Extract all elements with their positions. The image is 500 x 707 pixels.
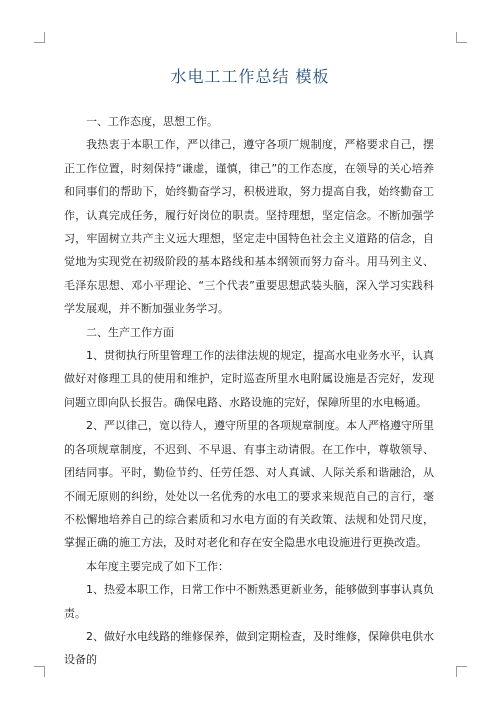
crop-mark-bottom-right (456, 666, 467, 677)
body-paragraph: 1、贯彻执行所里管理工作的法律法规的规定，提高水电业务水平，认真做好对修理工具的使用和维护，定时巡查所里水电附属设施是否完好，发现问题立即向队长报告。确保电路、水路设施的完好，保障所里的水电畅通。 (64, 349, 434, 409)
crop-mark-bottom-left (34, 666, 45, 677)
section-heading-production: 二、生产工作方面 (86, 325, 174, 339)
document-body (64, 110, 434, 672)
crop-mark-top-left (34, 32, 45, 43)
list-item: 2、做好水电线路的维修保养，做到定期检查，及时维修，保障供电供水设备的 (64, 629, 434, 667)
section-heading-attitude: 一、工作态度，思想工作。 (86, 115, 218, 128)
body-paragraph: 2、严以律己，宽以待人，遵守所里的各项规章制度。本人严格遵守所里的各项规章制度，不迟到、不早退、有事主动请假。在工作中，尊敬领导、团结同事。平时，勤俭节约、任劳任怨、对人真诚、人际关系和谐融洽，从不闹无原则的纠纷，处处以一名优秀的水电工的要求来规范自己的言行，毫不松懈地培养自己的综合素质和习水电方面的有关政策、法规和处罚尺度，掌握正确的施工方法，及时对老化和存在安全隐患水电设施进行更换改造。 (64, 419, 434, 550)
list-item: 1、热爱本职工作，日常工作中不断熟悉更新业务，能够做到事事认真负责。 (64, 583, 434, 620)
document-title: 水电工工作总结 模板 (170, 67, 330, 86)
body-paragraph: 本年度主要完成了如下工作： (86, 559, 229, 573)
crop-mark-top-right (456, 32, 467, 43)
body-paragraph: 我热衷于本职工作，严以律己，遵守各项厂规制度，严格要求自己，摆正工作位置，时刻保持“谦虚，谨慎，律己”的工作态度，在领导的关心培养和同事们的帮助下，始终勤奋学习，积极进取，努力提高自我，始终勤奋工作，认真完成任务，履行好岗位的职责。坚持理想，坚定信念。不断加强学习，牢固树立共产主义远大理想，坚定走中国特色社会主义道路的信念，自觉地为实现党在初级阶段的基本路线和基本纲领而努力奋斗。用马列主义、毛泽东思想、邓小平理论、“三个代表”重要思想武装头脑，深入学习实践科学发展观，并不断加强业务学习。 (64, 138, 434, 316)
